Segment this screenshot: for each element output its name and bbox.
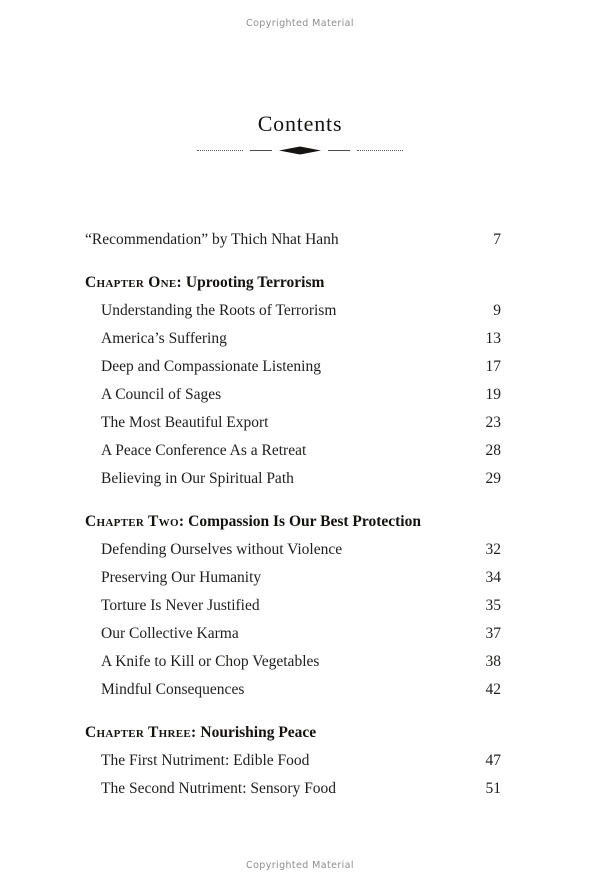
decorative-divider: [0, 146, 600, 155]
toc-entry: [85, 325, 501, 353]
copyright-notice-top: Copyrighted Material: [246, 18, 354, 29]
page-number: 7: [493, 231, 501, 248]
entry-title: Defending Ourselves without Violence: [101, 541, 343, 558]
page-number: 35: [485, 597, 501, 614]
toc-entry: [85, 648, 501, 676]
toc-entry: [85, 592, 501, 620]
toc-entry: [85, 676, 501, 704]
entry-title: A Peace Conference As a Retreat: [101, 442, 307, 459]
toc-entry: [85, 353, 501, 381]
toc-entry: [85, 297, 501, 325]
page-number: 38: [485, 653, 501, 670]
page-number: 47: [485, 752, 501, 769]
chapter-label: Chapter Two:: [85, 513, 185, 530]
entry-title: “Recommendation” by Thich Nhat Hanh: [85, 231, 339, 248]
copyright-notice-bottom: Copyrighted Material: [246, 860, 354, 871]
entry-title: Understanding the Roots of Terrorism: [101, 302, 337, 319]
toc-entry: [85, 226, 501, 254]
page-title: Contents: [257, 111, 343, 136]
entry-title: The Second Nutriment: Sensory Food: [101, 780, 337, 797]
page-number: 51: [485, 780, 501, 797]
toc-chapter-heading: [85, 719, 501, 747]
divider-dots-left: [197, 150, 243, 151]
page-number: 28: [485, 442, 501, 459]
chapter-title: Nourishing Peace: [200, 724, 317, 741]
chapter-label: Chapter One:: [85, 274, 183, 291]
divider-dots-right: [357, 150, 403, 151]
page-number: 13: [485, 330, 501, 347]
page-number: 29: [485, 470, 501, 487]
toc-entry: [85, 409, 501, 437]
toc-entry: [85, 536, 501, 564]
page-number: 17: [485, 358, 501, 375]
chapter-title: Compassion Is Our Best Protection: [188, 513, 421, 530]
entry-title: The First Nutriment: Edible Food: [101, 752, 310, 769]
entry-title: Our Collective Karma: [101, 625, 239, 642]
entry-title: Torture Is Never Justified: [101, 597, 260, 614]
table-of-contents: [85, 226, 501, 803]
entry-title: The Most Beautiful Export: [101, 414, 269, 431]
entry-title: A Council of Sages: [101, 386, 222, 403]
entry-title: A Knife to Kill or Chop Vegetables: [101, 653, 320, 670]
entry-title: Mindful Consequences: [101, 681, 245, 698]
entry-title: America’s Suffering: [101, 330, 227, 347]
entry-title: Preserving Our Humanity: [101, 569, 262, 586]
entry-title: Deep and Compassionate Listening: [101, 358, 321, 375]
toc-entry: [85, 620, 501, 648]
toc-chapter-heading: [85, 508, 501, 536]
toc-entry: [85, 437, 501, 465]
entry-title: Believing in Our Spiritual Path: [101, 470, 294, 487]
toc-entry: [85, 775, 501, 803]
diamond-ornament-icon: [279, 146, 321, 155]
page-number: 9: [493, 302, 501, 319]
page-number: 19: [485, 386, 501, 403]
page-number: 23: [485, 414, 501, 431]
page-number: 34: [485, 569, 501, 586]
toc-entry: [85, 465, 501, 493]
page-number: 37: [485, 625, 501, 642]
toc-entry: [85, 381, 501, 409]
page-number: 32: [485, 541, 501, 558]
toc-chapter-heading: [85, 269, 501, 297]
toc-entry: [85, 747, 501, 775]
chapter-label: Chapter Three:: [85, 724, 197, 741]
divider-dash-left: [250, 150, 272, 152]
page-number: 42: [485, 681, 501, 698]
toc-entry: [85, 564, 501, 592]
divider-dash-right: [328, 150, 350, 152]
chapter-title: Uprooting Terrorism: [185, 274, 325, 291]
